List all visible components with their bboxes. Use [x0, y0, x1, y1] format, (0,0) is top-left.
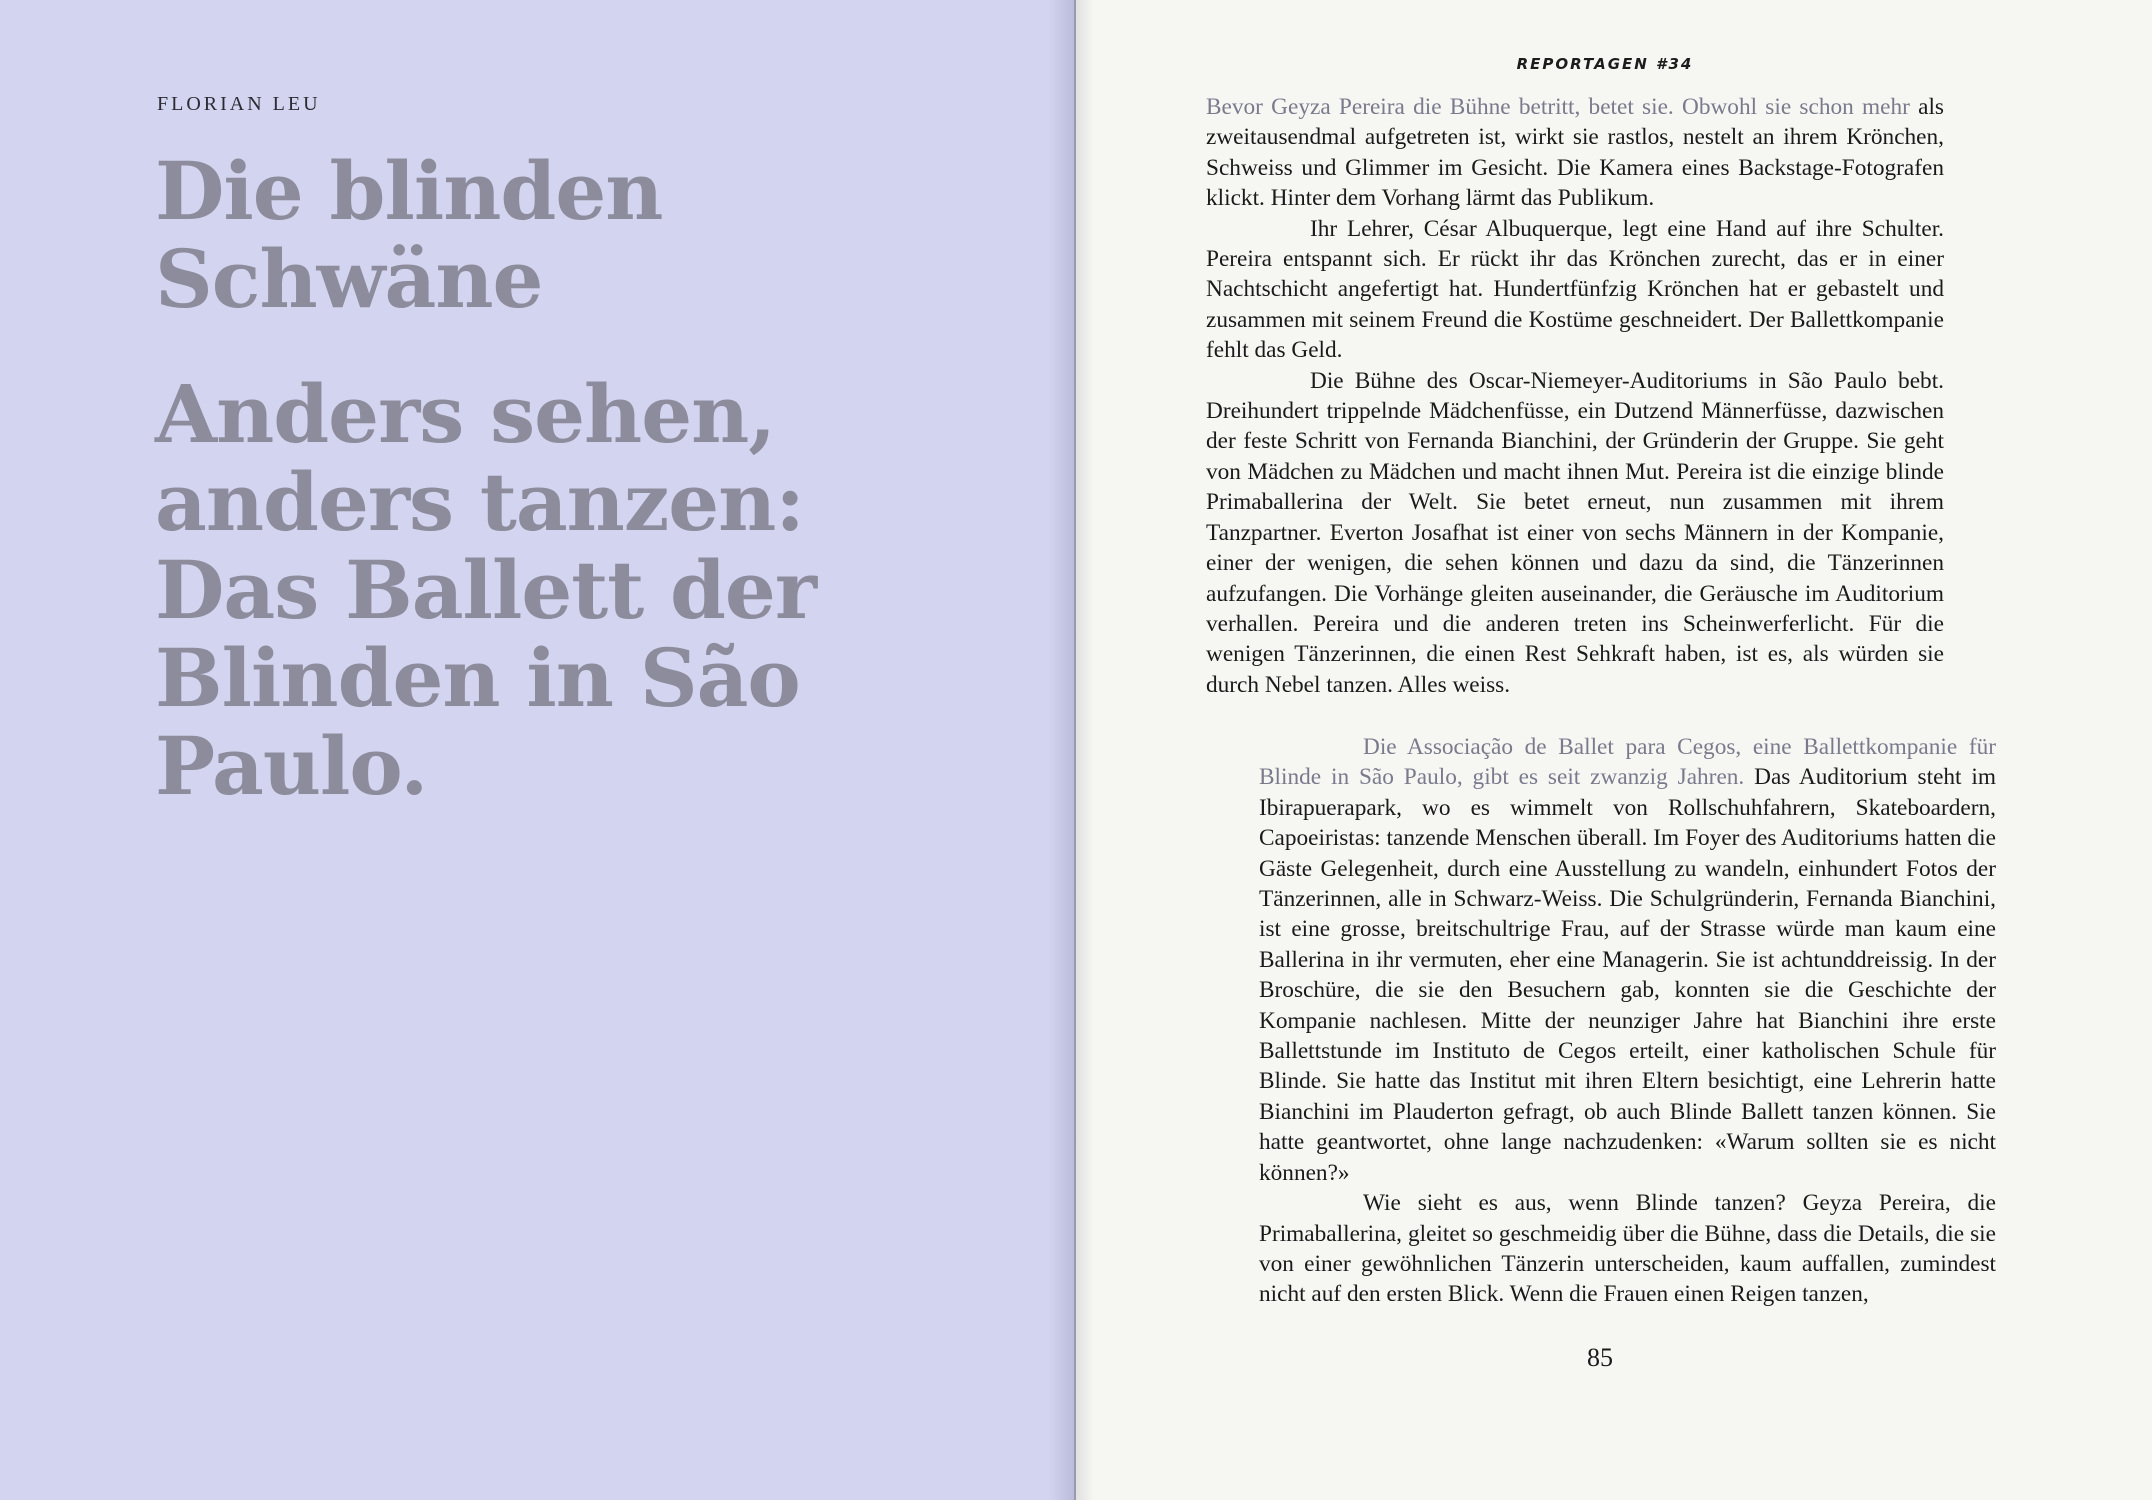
paragraph-text: Wie sieht es aus, wenn Blinde tanzen? Geyza Pereira, die Primaballerina, gleitet so geschmeidig über die Bühne, dass die Details, die sie von einer gewöhnlichen Tänzerin unterscheiden, kaum auffallen, zumindest nicht auf den ersten Blick. Wenn die Frauen einen Reigen tanzen, — [1259, 1190, 1996, 1308]
paragraph — [1206, 92, 1944, 214]
page-number: 85 — [1587, 1343, 1613, 1372]
inner-shadow — [1076, 0, 1094, 1500]
paragraph-text: als zweitausendmal aufgetreten ist, wirkt sie rastlos, nestelt an ihrem Krönchen, Schweiss und Glimmer im Gesicht. Die Kamera eines Backstage-Fotografen klickt. Hinter dem Vorhang lärmt das Publikum. — [1206, 94, 1944, 212]
body-column-2 — [1259, 732, 1996, 1310]
paragraph-lead: Bevor Geyza Pereira die Bühne betritt, betet sie. Obwohl sie schon mehr — [1206, 94, 1910, 120]
article-title: Die blinden Schwäne — [155, 144, 663, 326]
paragraph — [1206, 214, 1944, 366]
paragraph — [1206, 366, 1944, 700]
paragraph — [1259, 1188, 1996, 1310]
paragraph-text: Ihr Lehrer, César Albuquerque, legt eine Hand auf ihre Schulter. Pereira entspannt sich. Er rückt ihr das Krönchen zurecht, das er in einer Nachtschicht angefertigt hat. Hundertfünfzig Krönchen hat er gebastelt und zusammen mit seinem Freund die Kostüme geschneidert. Der Ballettkompanie fehlt das Geld. — [1206, 215, 1944, 364]
article-subtitle: Anders sehen, anders tanzen: Das Ballett der Blinden in São Paulo. — [155, 367, 816, 813]
paragraph-lead: Die Associação de Ballet para Cegos, eine Ballettkompanie für Blinde in São Paulo, gibt es seit zwanzig Jahren. — [1259, 734, 1996, 791]
running-head: REPORTAGEN #34 — [1516, 55, 1694, 73]
paragraph-text: Die Bühne des Oscar-Niemeyer-Auditoriums in São Paulo bebt. Dreihundert trippelnde Mädchenfüsse, ein Dutzend Männerfüsse, dazwischen der feste Schritt von Fernanda Bianchini, der Gründerin der Gruppe. Sie geht von Mädchen zu Mädchen und macht ihnen Mut. Pereira ist die einzige blinde Primaballerina der Welt. Sie betet erneut, nun zusammen mit ihrem Tanzpartner. Everton Josafhat ist einer von sechs Männern in der Kompanie, einer der wenigen, die sehen können und dazu da sind, die Tänzerinnen aufzufangen. Die Vorhänge gleiten auseinander, die Geräusche im Auditorium verhallen. Pereira und die anderen treten ins Scheinwerferlicht. Für die wenigen Tänzerinnen, die einen Rest Sehkraft haben, ist es, als würden sie durch Nebel tanzen. Alles weiss. — [1206, 367, 1944, 698]
gutter-shadow — [1049, 0, 1075, 1500]
body-column-1 — [1206, 92, 1944, 700]
paragraph-text: Das Auditorium steht im Ibirapuerapark, wo es wimmelt von Rollschuhfahrern, Skateboardern, Capoeiristas: tanzende Menschen überall. Im Foyer des Auditoriums hatten die Gäste Gelegenheit, durch eine Ausstellung zu wandeln, einhundert Fotos der Tänzerinnen, alle in Schwarz-Weiss. Die Schulgründerin, Fernanda Bianchini, ist eine grosse, breitschultrige Frau, auf der Strasse würde man kaum eine Ballerina in ihr vermuten, eher eine Managerin. Sie ist achtunddreissig. In der Broschüre, die sie den Besuchern gab, konnten sie die Geschichte der Kompanie nachlesen. Mitte der neunziger Jahre hat Bianchini ihre erste Ballettstunde im Instituto de Cegos erteilt, einer katholischen Schule für Blinde. Sie hatte das Institut mit ihren Eltern besichtigt, eine Lehrerin hatte Bianchini im Plauderton gefragt, ob auch Blinde Ballett tanzen können. Sie hatte geantwortet, ohne lange nachzudenken: «Warum sollten sie es nicht können?» — [1259, 764, 1996, 1186]
author-name: FLORIAN LEU — [157, 93, 321, 115]
paragraph — [1259, 732, 1996, 1188]
